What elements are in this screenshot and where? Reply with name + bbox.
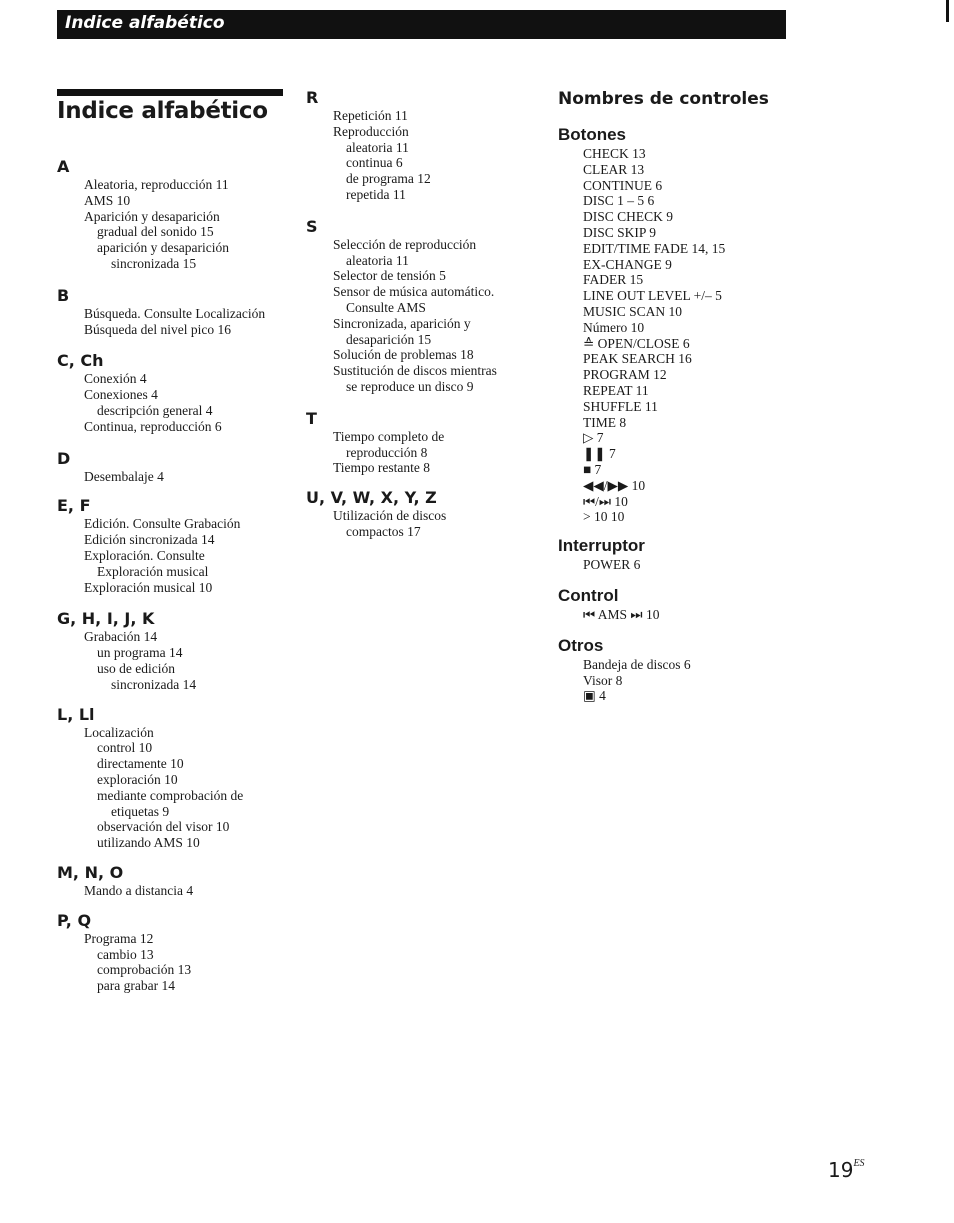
control-entry: ▷ 7	[583, 430, 604, 446]
index-entry: Localización	[84, 724, 154, 740]
control-entry: ≙ OPEN/CLOSE 6	[583, 335, 690, 351]
control-entry: PEAK SEARCH 16	[583, 351, 692, 367]
control-entry: ◀◀/▶▶ 10	[583, 477, 646, 493]
section-letter: B	[57, 285, 70, 305]
index-entry: un programa 14	[97, 645, 183, 661]
controls-section-heading: Otros	[558, 635, 604, 655]
section-letter: A	[57, 157, 70, 176]
index-entry: Solución de problemas 18	[333, 347, 474, 363]
section-letter: L, Ll	[57, 704, 95, 724]
index-entry: etiquetas 9	[111, 803, 170, 819]
title-rule	[57, 89, 283, 96]
control-entry: DISC CHECK 9	[583, 209, 674, 225]
index-entry: observación del visor 10	[97, 819, 230, 835]
controls-section	[558, 535, 798, 573]
control-entry: ⏮/⏭ 10	[583, 493, 628, 509]
control-entry: CONTINUE 6	[583, 177, 663, 193]
section-letter: U, V, W, X, Y, Z	[306, 488, 437, 508]
index-entry: directamente 10	[97, 756, 184, 772]
index-entry: Exploración. Consulte	[84, 547, 205, 563]
section-letter: M, N, O	[57, 862, 124, 882]
section-letter: E, F	[57, 496, 91, 516]
page-title: Indice alfabético	[57, 98, 268, 124]
index-entry: aparición y desaparición	[97, 240, 229, 256]
index-entry: Conexiones 4	[84, 387, 158, 403]
control-entry: SHUFFLE 11	[583, 398, 658, 414]
index-entry: Tiempo completo de	[333, 428, 445, 444]
section-letter: C, Ch	[57, 351, 104, 371]
controls-section-heading: Control	[558, 585, 619, 605]
index-entry: se reproduce un disco 9	[346, 378, 474, 394]
controls-section	[558, 585, 798, 623]
control-entry: > 10 10	[583, 509, 625, 525]
index-entry: sincronizada 15	[111, 255, 197, 271]
controls-section	[558, 124, 798, 525]
index-column-1	[57, 157, 302, 994]
controls-section	[558, 635, 798, 704]
section-letter: T	[306, 408, 317, 428]
control-entry: Visor 8	[583, 672, 623, 688]
index-entry: reproducción 8	[346, 444, 428, 460]
control-entry: ⏮ AMS ⏭ 10	[583, 606, 660, 622]
index-entry: Aparición y desaparición	[84, 208, 220, 224]
index-entry: utilizando AMS 10	[97, 835, 200, 851]
control-entry: EX-CHANGE 9	[583, 256, 672, 272]
index-entry: uso de edición	[97, 660, 175, 676]
index-entry: Grabación 14	[84, 629, 158, 645]
index-entry: Reproducción	[333, 123, 409, 139]
index-entry: gradual del sonido 15	[97, 224, 214, 240]
index-entry: Exploración musical	[97, 563, 209, 579]
index-section	[57, 609, 302, 692]
index-section	[57, 157, 302, 272]
index-entry: Desembalaje 4	[84, 468, 164, 484]
control-entry: ❚❚ 7	[583, 446, 616, 462]
index-section	[306, 217, 536, 395]
index-entry: para grabar 14	[97, 978, 175, 994]
control-entry: PROGRAM 12	[583, 367, 667, 383]
control-entry: Número 10	[583, 319, 645, 335]
header-title: Indice alfabético	[65, 13, 225, 33]
index-entry: mediante comprobación de	[97, 787, 244, 803]
index-entry: comprobación 13	[97, 962, 192, 978]
index-section	[57, 449, 302, 485]
index-section	[57, 351, 302, 434]
control-entry: REPEAT 11	[583, 382, 649, 398]
section-letter: R	[306, 88, 319, 107]
index-entry: Exploración musical 10	[84, 579, 213, 595]
section-letter: P, Q	[57, 910, 92, 930]
header-bar	[57, 10, 786, 39]
control-entry: EDIT/TIME FADE 14, 15	[583, 240, 726, 256]
index-entry: sincronizada 14	[111, 676, 197, 692]
controls-section-heading: Interruptor	[558, 536, 645, 556]
control-entry: ■ 7	[583, 461, 602, 477]
index-entry: Repetición 11	[333, 108, 408, 123]
index-entry: exploración 10	[97, 771, 178, 787]
index-entry: descripción general 4	[97, 402, 213, 418]
index-section	[306, 409, 536, 476]
index-entry: AMS 10	[84, 192, 131, 208]
index-entry: Búsqueda del nivel pico 16	[84, 321, 231, 337]
index-entry: desaparición 15	[346, 331, 432, 347]
index-entry: Sincronizada, aparición y	[333, 315, 471, 331]
index-entry: Utilización de discos	[333, 508, 447, 524]
index-section	[306, 88, 536, 203]
index-entry: Mando a distancia 4	[84, 882, 194, 898]
index-entry: Edición. Consulte Grabación	[84, 516, 241, 532]
control-entry: DISC 1 – 5 6	[583, 193, 655, 209]
index-entry: aleatoria 11	[346, 139, 409, 155]
index-entry: Programa 12	[84, 930, 154, 946]
control-entry: CHECK 13	[583, 146, 646, 161]
control-entry: MUSIC SCAN 10	[583, 303, 683, 319]
edge-mark	[946, 0, 949, 22]
index-entry: Sensor de música automático.	[333, 284, 495, 300]
section-letter: D	[57, 448, 71, 468]
index-entry: Tiempo restante 8	[333, 460, 430, 476]
index-section	[57, 911, 302, 994]
page-number	[828, 1158, 865, 1182]
index-entry: control 10	[97, 740, 153, 756]
page-number-value: 19	[828, 1158, 854, 1182]
index-section	[306, 488, 536, 540]
control-entry: FADER 15	[583, 272, 644, 288]
index-entry: Conexión 4	[84, 371, 147, 387]
index-entry: continua 6	[346, 155, 403, 171]
index-section	[57, 286, 302, 338]
index-entry: Consulte AMS	[346, 299, 426, 315]
control-entry: POWER 6	[583, 557, 641, 573]
controls-section-heading: Botones	[558, 125, 626, 144]
index-entry: Edición sincronizada 14	[84, 532, 215, 548]
control-entry: TIME 8	[583, 414, 627, 430]
index-section	[57, 496, 302, 595]
page-number-suffix: ES	[853, 1158, 865, 1169]
control-entry: ▣ 4	[583, 688, 606, 704]
index-section	[57, 863, 302, 899]
index-entry: cambio 13	[97, 946, 154, 962]
section-letter: G, H, I, J, K	[57, 609, 155, 629]
index-column-2	[306, 88, 536, 540]
index-section	[57, 705, 302, 851]
control-entry: LINE OUT LEVEL +/– 5	[583, 288, 722, 304]
control-entry: Bandeja de discos 6	[583, 656, 691, 672]
index-entry: Continua, reproducción 6	[84, 418, 222, 434]
index-entry: repetida 11	[346, 186, 406, 202]
controls-title: Nombres de controles	[558, 89, 769, 109]
index-entry: Aleatoria, reproducción 11	[84, 177, 229, 192]
index-entry: Selección de reproducción	[333, 236, 477, 252]
section-letter: S	[306, 216, 318, 236]
control-entry: CLEAR 13	[583, 161, 645, 177]
control-entry: DISC SKIP 9	[583, 224, 657, 240]
controls-column	[558, 88, 798, 704]
index-entry: Búsqueda. Consulte Localización	[84, 305, 266, 321]
index-entry: aleatoria 11	[346, 252, 409, 268]
index-entry: Sustitución de discos mientras	[333, 363, 497, 379]
index-entry: de programa 12	[346, 171, 431, 187]
index-entry: Selector de tensión 5	[333, 268, 446, 284]
index-entry: compactos 17	[346, 523, 421, 539]
